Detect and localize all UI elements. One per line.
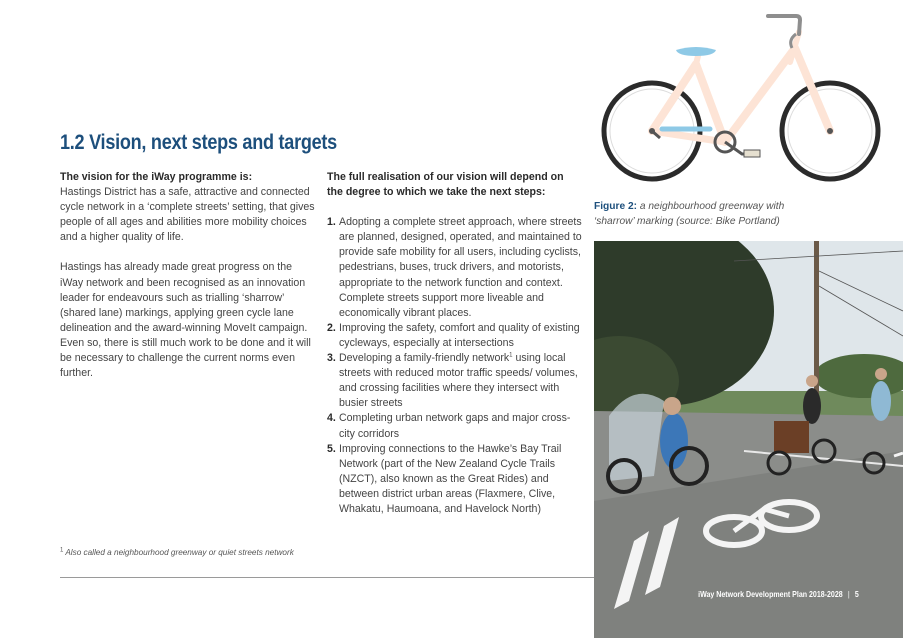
figure-caption: Figure 2: a neighbourhood greenway with ‘sharrow’ marking (source: Bike Portland)	[594, 201, 785, 227]
right-column	[327, 170, 582, 517]
bicycle-illustration	[600, 12, 885, 190]
page-number: 5	[855, 590, 859, 599]
footnote-reference: 1	[509, 352, 513, 359]
figure-label: Figure 2:	[594, 201, 638, 212]
progress-paragraph: Hastings has already made great progress on the iWay network and been recognised as an innovation leader for endeavours such as trialling ‘sharrow’ (shared lane) markings, applying green cycle lane delineation and the award-winning MoveIt campaign. Even so, there is still much work to be done and it will be necessary to challenge the current norms even further.	[60, 261, 311, 380]
footer-separator: |	[848, 590, 850, 599]
list-item: 1. Adopting a complete street approach, where streets are planned, designed, operated, and maintained to provide safe mobility for all users, including cyclists, pedestrians, buses, truck drivers, and motorists, appropriate to the network function and context. Complete streets support more liveable and economically vibrant places.	[327, 216, 582, 319]
footnote: $^1$ Also called a neighbourhood greenway or quiet streets network	[60, 547, 294, 557]
next-steps-list	[327, 215, 582, 517]
list-item: 3. Developing a family-friendly network$^1$ using local streets with reduced motor traffic speeds/ volumes, and crossing facilities where they intersect with busier streets	[327, 352, 578, 410]
vision-paragraph: Hastings District has a safe, attractive and connected cycle network in a ‘complete streets’ setting, that gives people of all ages and abilities more mobility choices and a higher quality of life.	[60, 186, 315, 244]
list-item: 2. Improving the safety, comfort and quality of existing cycleways, especially at intersections	[327, 321, 580, 349]
vision-lead: The vision for the iWay programme is:	[60, 171, 253, 183]
next-steps-lead: The full realisation of our vision will depend on the degree to which we take the next steps:	[327, 171, 564, 199]
left-column	[60, 170, 318, 396]
list-item: 5. Improving connections to the Hawke’s Bay Trail Network (part of the New Zealand Cycle Trails (NZCT), also known as the Great Rides) and between district urban areas (Flaxmere, Clive, Whakatu, Haumoana, and Havelock North)	[327, 442, 562, 515]
footer-title: iWay Network Development Plan 2018-2028	[698, 590, 843, 599]
list-item: 4. Completing urban network gaps and major cross-city corridors	[327, 412, 571, 440]
greenway-photo-scene	[594, 241, 903, 638]
footer-divider	[60, 577, 594, 578]
page-footer	[698, 590, 859, 599]
page-title: 1.2 Vision, next steps and targets	[60, 131, 337, 154]
greenway-photo	[594, 241, 903, 638]
